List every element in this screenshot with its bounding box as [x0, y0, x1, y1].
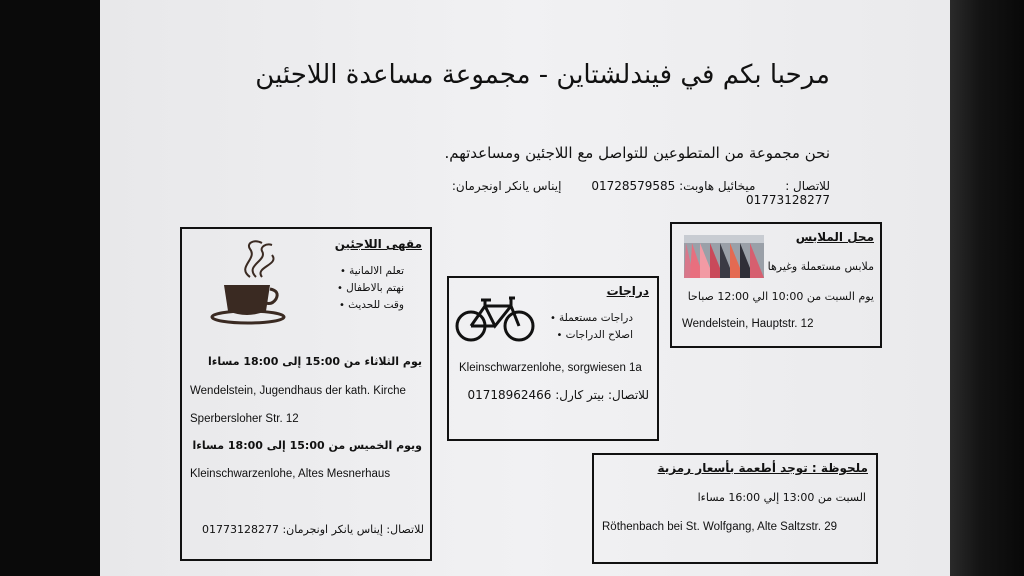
clothes-box — [670, 222, 882, 348]
list-item: نهتم بالاطفال • — [337, 282, 404, 294]
cafe-time-1: يوم الثلاثاء من 15:00 إلى 18:00 مساءا — [207, 355, 422, 368]
clothes-desc: ملابس مستعملة وغيرها — [767, 260, 874, 273]
contact-person-2: إيناس يانكر اونجرمان: 01773128277 — [451, 179, 830, 207]
cafe-title: مقهى اللاجئين — [334, 237, 422, 251]
intro-text: نحن مجموعة من المتطوعين للتواصل مع اللاجئين ومساعدتهم. — [444, 144, 830, 162]
list-item: اصلاح الدراجات • — [550, 329, 633, 341]
note-time: السبت من 13:00 إلي 16:00 مساءا — [697, 491, 866, 504]
contact-label: للاتصال : — [785, 179, 830, 193]
cafe-list — [337, 265, 404, 316]
bikes-address: Kleinschwarzenlohe, sorgwiesen 1a — [459, 362, 642, 374]
coffee-cup-icon — [206, 237, 296, 325]
background-shadow — [950, 0, 1024, 576]
cafe-contact: للاتصال: إيناس يانكر اونجرمان: 01773128277 — [202, 523, 424, 536]
bikes-title: دراجات — [606, 284, 649, 298]
bikes-box — [447, 276, 659, 441]
note-address: Röthenbach bei St. Wolfgang, Alte Saltzstr. 29 — [602, 521, 838, 533]
list-item: تعلم الالمانية • — [337, 265, 404, 277]
bicycle-icon — [453, 292, 537, 346]
contact-line — [380, 179, 830, 207]
note-title: ملحوظة : توجد أطعمة بأسعار رمزية — [657, 461, 868, 475]
contact-person-1: ميخائيل هاوبت: 01728579585 — [591, 179, 756, 193]
note-box — [592, 453, 878, 564]
bikes-list — [550, 312, 633, 346]
clothes-title: محل الملابس — [795, 230, 874, 244]
clothes-rack-photo — [684, 235, 764, 278]
cafe-address-2: Kleinschwarzenlohe, Altes Mesnerhaus — [190, 468, 391, 480]
list-item: دراجات مستعملة • — [550, 312, 633, 324]
cafe-time-2: ويوم الخميس من 15:00 إلى 18:00 مساءا — [192, 439, 422, 452]
cafe-box — [180, 227, 432, 561]
bikes-contact: للاتصال: بيتر كارل: 01718962466 — [467, 388, 649, 402]
list-item: وقت للحديث • — [337, 299, 404, 311]
page-title: مرحبا بكم في فيندلشتاين - مجموعة مساعدة اللاجئين — [255, 60, 830, 90]
clothes-address: Wendelstein, Hauptstr. 12 — [682, 318, 814, 330]
clothes-time: يوم السبت من 10:00 الي 12:00 صباحا — [687, 290, 874, 303]
cafe-address-1-line-2: Sperbersloher Str. 12 — [190, 413, 299, 425]
cafe-address-1-line-1: Wendelstein, Jugendhaus der kath. Kirche — [190, 385, 406, 397]
